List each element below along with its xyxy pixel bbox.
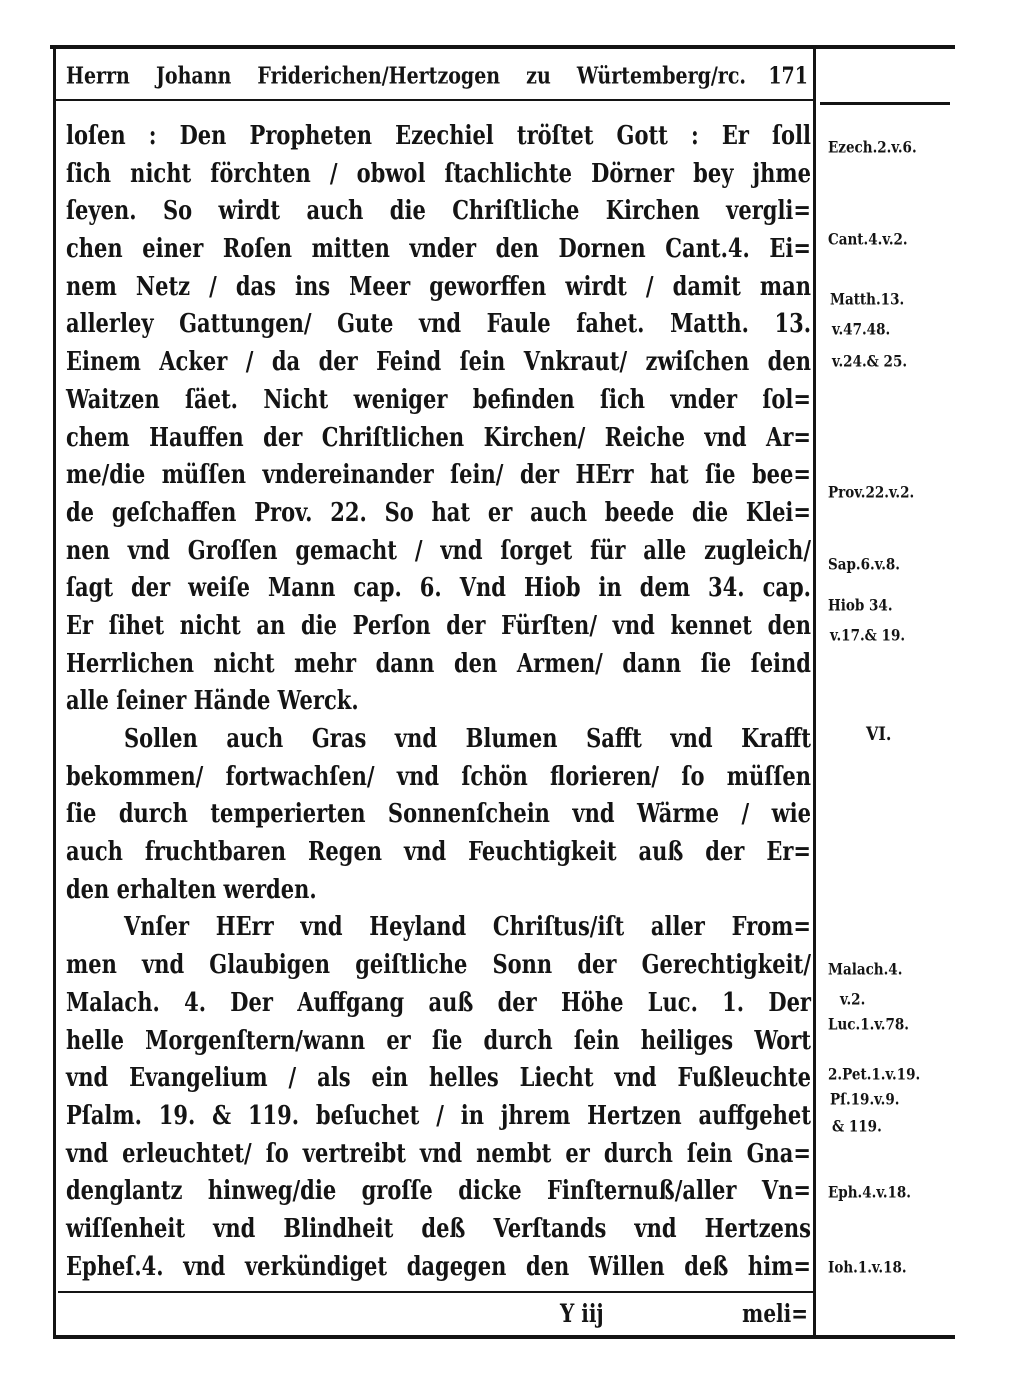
text-line: auch fruchtbaren Regen vnd Feuchtigkeit auß der Er= <box>66 834 811 867</box>
margin-note: v.17.& 19. <box>830 626 906 646</box>
margin-note: Prov.22.v.2. <box>828 483 915 503</box>
text-line: nem Netz / das ins Meer geworffen wirdt / damit man <box>66 269 811 301</box>
bottom-rule <box>53 1335 955 1339</box>
signature-mark: Y iij <box>560 1298 604 1328</box>
text-line: chen einer Roſen mitten vnder den Dornen Cant.4. Ei= <box>66 231 811 264</box>
text-line: Malach. 4. Der Auffgang auß der Höhe Luc. 1. Der <box>66 985 811 1017</box>
section-number: VI. <box>866 722 892 745</box>
top-rule <box>50 45 955 49</box>
text-line: wiſſenheit vnd Blindheit deß Verſtands vnd Hertzens <box>66 1211 811 1243</box>
text-line: Pſalm. 19. & 119. beſuchet / in jhrem Hertzen auffgehet <box>66 1098 811 1130</box>
margin-note: Cant.4.v.2. <box>828 230 908 250</box>
text-line: nen vnd Groſſen gemacht / vnd ſorget für alle zugleich/ <box>66 533 811 565</box>
text-line: me/die müſſen vndereinander ſein/ der HErr hat ſie bee= <box>66 457 811 490</box>
text-line: vnd Evangelium / als ein helles Liecht vnd Fußleuchte <box>66 1060 811 1093</box>
catchword-rule <box>58 1291 815 1293</box>
text-line: ſie durch temperierten Sonnenſchein vnd Wärme / wie <box>66 797 811 829</box>
header-underline-rule <box>55 99 815 101</box>
margin-note: Sap.6.v.8. <box>828 555 901 575</box>
text-line: bekommen/ fortwachſen/ vnd ſchön florieren/ ſo müſſen <box>66 759 811 791</box>
text-line: Einem Acker / da der Feind ſein Vnkraut/ zwiſchen den <box>66 344 811 377</box>
margin-note: Hiob 34. <box>828 596 893 616</box>
margin-note: Malach.4. <box>828 960 903 980</box>
page-number: 171 <box>768 62 808 90</box>
text-line: men vnd Glaubigen geiſtliche Sonn der Gerechtigkeit/ <box>66 947 811 980</box>
margin-top-rule <box>820 102 950 105</box>
running-head: Herrn Johann Friderichen/Hertzogen zu Würtemberg/rc. <box>66 62 746 90</box>
text-line: loſen : Den Propheten Ezechiel tröſtet Gott : Er ſoll <box>66 118 811 151</box>
paragraph-last-line: alle ſeiner Hände Werck. <box>66 684 359 716</box>
text-line: Herrlichen nicht mehr dann den Armen/ dann ſie ſeind <box>66 646 811 678</box>
paragraph-last-line: den erhalten werden. <box>66 872 317 904</box>
text-line: allerley Gattungen/ Gute vnd Faule fahet. Matth. 13. <box>66 307 811 339</box>
margin-note: Eph.4.v.18. <box>828 1183 912 1203</box>
margin-note: Luc.1.v.78. <box>828 1015 909 1035</box>
margin-note: & 119. <box>832 1117 882 1137</box>
text-line: Er ſihet nicht an die Perſon der Fürſten/ vnd kennet den <box>66 608 811 640</box>
margin-note: Matth.13. <box>830 290 905 310</box>
text-line: denglantz hinweg/die groſſe dicke Finſternuß/aller Vn= <box>66 1174 811 1206</box>
text-line: ſagt der weiſe Mann cap. 6. Vnd Hiob in dem 34. cap. <box>66 571 811 603</box>
margin-note: 2.Pet.1.v.19. <box>828 1065 921 1085</box>
margin-note: Pſ.19.v.9. <box>830 1090 900 1110</box>
margin-note: v.2. <box>840 990 866 1010</box>
text-line: chem Hauffen der Chriſtlichen Kirchen/ Reiche vnd Ar= <box>66 420 811 452</box>
column-divider-rule <box>813 45 816 1339</box>
text-line: de geſchaffen Prov. 22. So hat er auch beede die Klei= <box>66 495 811 527</box>
paragraph-first-line: Vnſer HErr vnd Heyland Chriſtus/iſt aller From= <box>124 910 811 942</box>
margin-note: v.47.48. <box>832 320 891 340</box>
text-line: ſich nicht förchten / obwol ſtachlichte Dörner bey jhme <box>66 156 811 188</box>
text-line: Epheſ.4. vnd verkündiget dagegen den Willen deß him= <box>66 1249 811 1281</box>
text-line: helle Morgenſtern/wann er ſie durch ſein heiliges Wort <box>66 1023 811 1055</box>
margin-note: v.24.& 25. <box>832 352 908 372</box>
margin-note: Ioh.1.v.18. <box>828 1258 907 1278</box>
text-line: Waitzen ſäet. Nicht weniger befinden ſich vnder ſol= <box>66 382 811 414</box>
left-rule <box>53 45 56 1339</box>
text-line: vnd erleuchtet/ ſo vertreibt vnd nembt er durch ſein Gna= <box>66 1136 811 1168</box>
paragraph-first-line: Sollen auch Gras vnd Blumen Safft vnd Krafft <box>124 721 811 754</box>
catchword: meli= <box>742 1298 808 1328</box>
text-line: ſeyen. So wirdt auch die Chriſtliche Kirchen vergli= <box>66 194 811 226</box>
main-text-column <box>66 116 811 1284</box>
margin-note: Ezech.2.v.6. <box>828 138 917 158</box>
